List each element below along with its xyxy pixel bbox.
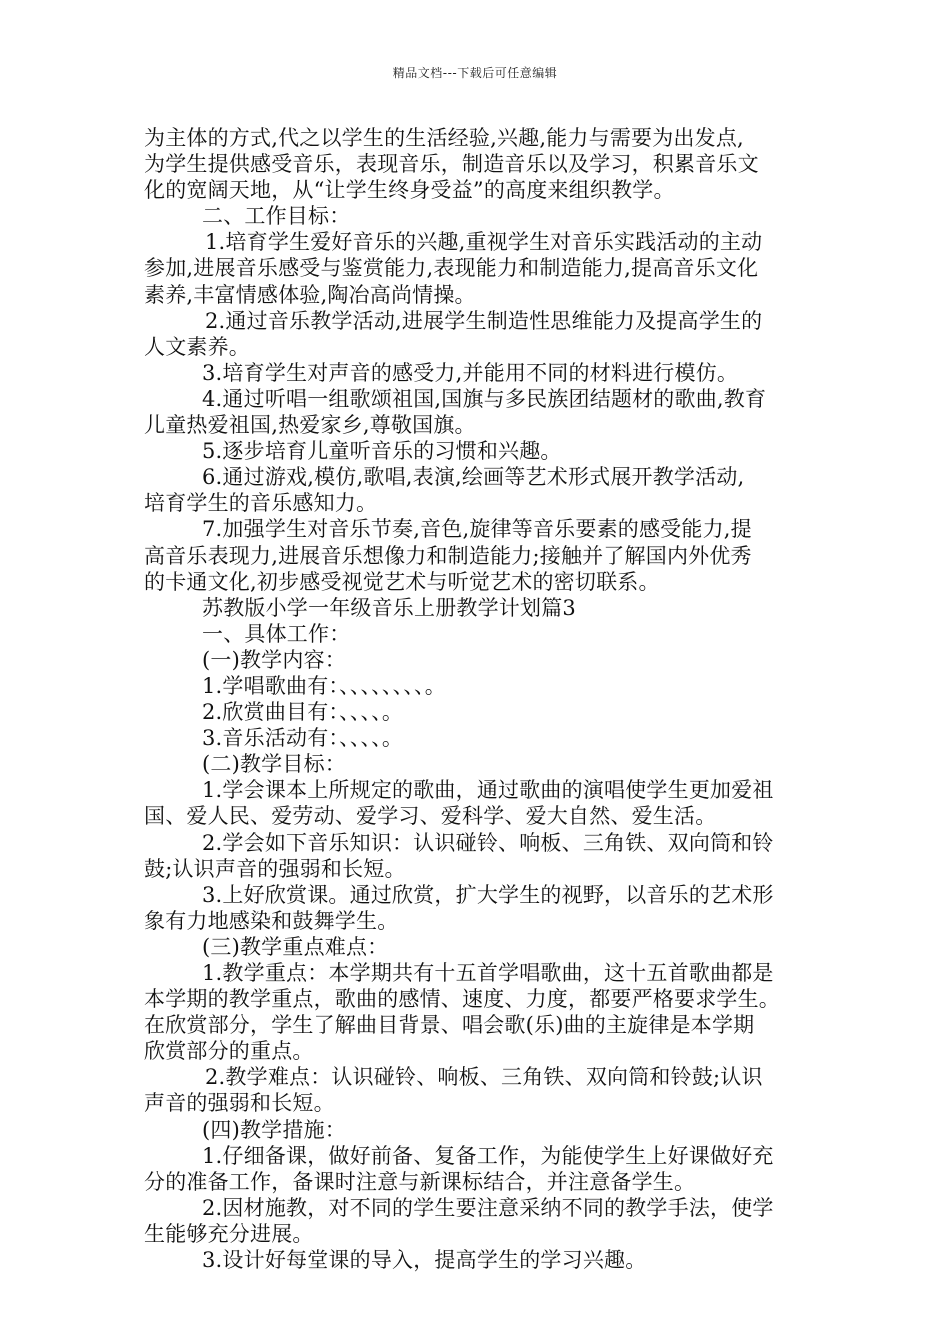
text-line: 1.学会课本上所规定的歌曲，通过歌曲的演唱使学生更加爱祖: [202, 778, 774, 803]
text-line: 儿童热爱祖国,热爱家乡,尊敬国旗。: [144, 413, 476, 438]
text-line: 参加,进展音乐感受与鉴赏能力,表现能力和制造能力,提高音乐文化: [144, 256, 759, 281]
text-line: 欣赏部分的重点。: [144, 1039, 314, 1064]
document-body: [144, 125, 814, 1273]
text-line: 在欣赏部分，学生了解曲目背景、唱会歌(乐)曲的主旋律是本学期: [144, 1013, 755, 1038]
text-line: 2.学会如下音乐知识：认识碰铃、响板、三角铁、双向筒和铃: [202, 830, 774, 855]
text-line: 国、爱人民、爱劳动、爱学习、爱科学、爱大自然、爱生活。: [144, 804, 717, 829]
text-line: 2.欣赏曲目有：、、、、。: [202, 700, 404, 725]
text-line: 3.培育学生对声音的感受力,并能用不同的材料进行模仿。: [202, 360, 739, 385]
text-line: 7.加强学生对音乐节奏,音色,旋律等音乐要素的感受能力,提: [202, 517, 752, 542]
text-line: 4.通过听唱一组歌颂祖国,国旗与多民族团结题材的歌曲,教育: [202, 386, 767, 411]
text-line: 6.通过游戏,模仿,歌唱,表演,绘画等艺术形式展开教学活动,: [202, 465, 745, 490]
text-line: 1.学唱歌曲有：、、、、、、、、。: [202, 673, 446, 698]
text-line: 高音乐表现力,进展音乐想像力和制造能力;接触并了解国内外优秀: [144, 543, 752, 568]
text-line: (四)教学措施：: [202, 1117, 346, 1142]
text-line: 化的宽阔天地，从“让学生终身受益”的高度来组织教学。: [144, 178, 675, 203]
text-line: 为学生提供感受音乐，表现音乐，制造音乐以及学习，积累音乐文: [144, 152, 759, 177]
text-line: 一、具体工作：: [202, 621, 351, 646]
text-line: 2.通过音乐教学活动,进展学生制造性思维能力及提高学生的: [205, 308, 763, 333]
text-line: 2.教学难点：认识碰铃、响板、三角铁、双向筒和铃鼓;认识: [205, 1065, 763, 1090]
text-line: 培育学生的音乐感知力。: [144, 491, 378, 516]
text-line: 1.教学重点：本学期共有十五首学唱歌曲，这十五首歌曲都是: [202, 961, 774, 985]
text-line: 3.上好欣赏课。通过欣赏，扩大学生的视野，以音乐的艺术形: [202, 882, 774, 907]
text-line: 象有力地感染和鼓舞学生。: [144, 908, 399, 933]
text-line: 为主体的方式,代之以学生的生活经验,兴趣,能力与需要为出发点,: [144, 126, 744, 150]
text-line: 分的准备工作，备课时注意与新课标结合，并注意备学生。: [144, 1169, 696, 1194]
text-line: (一)教学内容：: [202, 647, 346, 672]
text-line: 的卡通文化,初步感受视觉艺术与听觉艺术的密切联系。: [144, 569, 660, 594]
text-line: 2.因材施教，对不同的学生要注意采纳不同的教学手法，使学: [202, 1195, 774, 1220]
text-line: 素养,丰富情感体验,陶冶高尚情操。: [144, 282, 476, 307]
text-line: 声音的强弱和长短。: [144, 1091, 335, 1116]
text-line: (三)教学重点难点：: [202, 934, 389, 959]
text-line: 苏教版小学一年级音乐上册教学计划篇3: [202, 595, 576, 620]
text-line: 鼓;认识声音的强弱和长短。: [144, 856, 406, 881]
text-line: 生能够充分进展。: [144, 1221, 314, 1246]
text-line: 3.音乐活动有：、、、、。: [202, 726, 404, 751]
text-line: 1.培育学生爱好音乐的兴趣,重视学生对音乐实践活动的主动: [205, 230, 763, 255]
text-line: 二、工作目标：: [202, 204, 351, 229]
text-line: 本学期的教学重点，歌曲的感情、速度、力度，都要严格要求学生。: [144, 987, 780, 1012]
text-line: 5.逐步培育儿童听音乐的习惯和兴趣。: [202, 439, 562, 464]
text-line: (二)教学目标：: [202, 752, 346, 777]
text-line: 3.设计好每堂课的导入，提高学生的学习兴趣。: [202, 1248, 647, 1273]
text-line: 人文素养。: [144, 334, 250, 359]
page-header: 精品文档---下载后可任意编辑: [392, 66, 558, 80]
text-line: 1.仔细备课，做好前备、复备工作，为能使学生上好课做好充: [202, 1143, 774, 1168]
